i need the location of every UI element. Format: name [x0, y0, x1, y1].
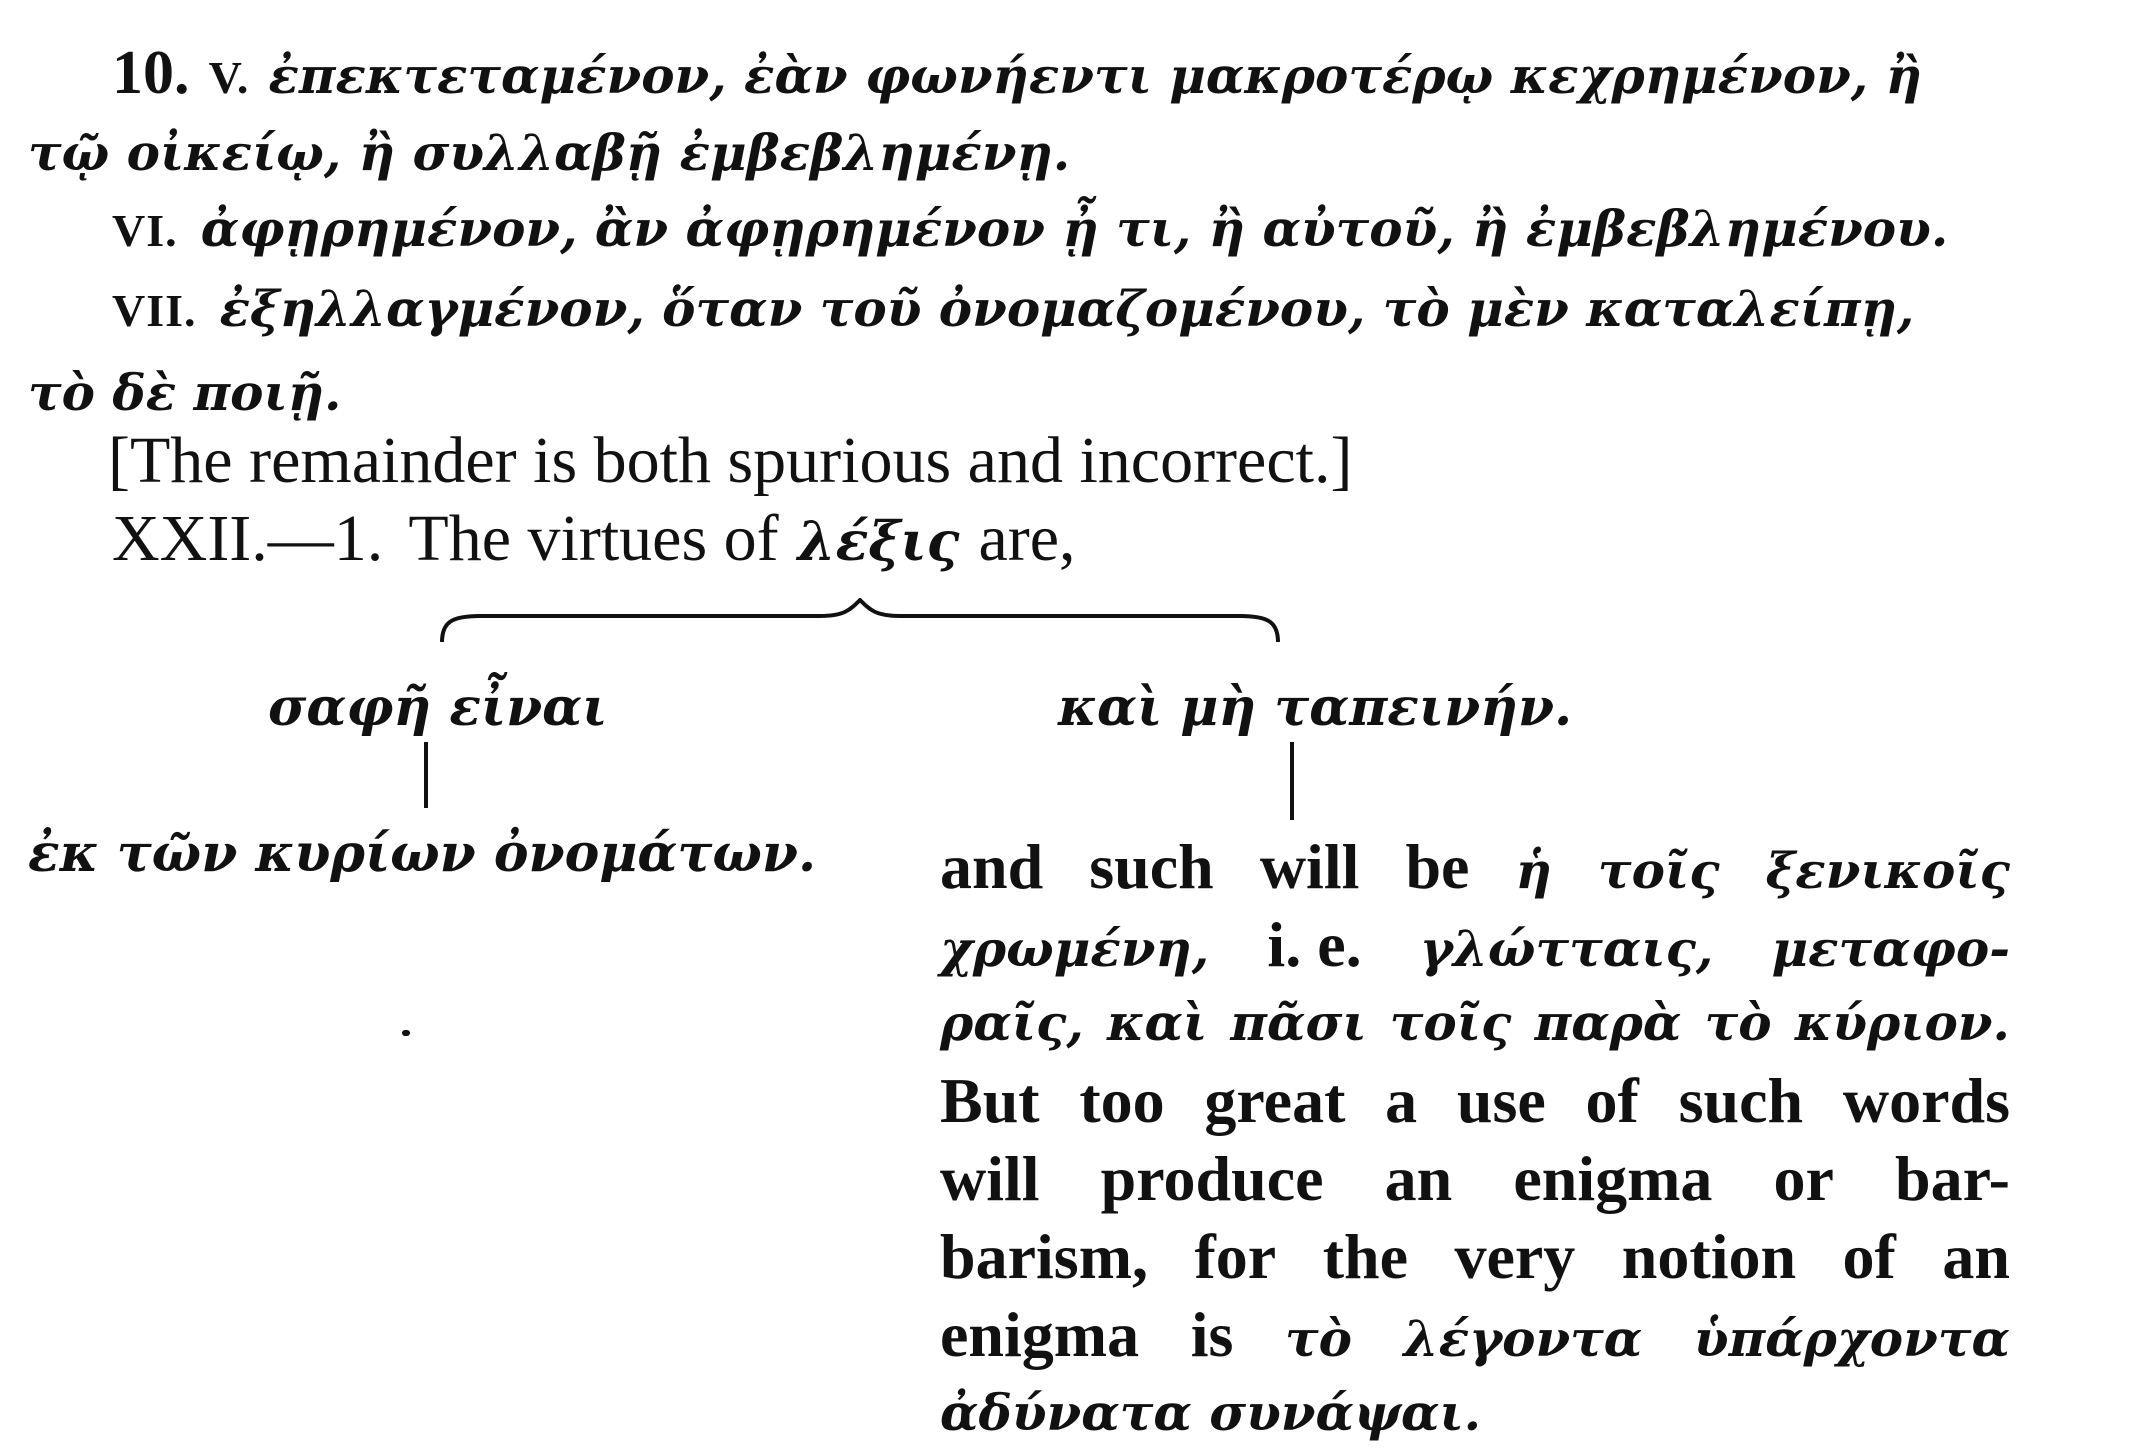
- word: barism,: [940, 1221, 1148, 1292]
- greek-word: λέγοντα: [1403, 1309, 1643, 1368]
- word: such: [1089, 831, 1214, 902]
- greek-text: ἐκ τῶν κυρίων ὀνομάτων.: [28, 823, 817, 884]
- section-heading: [112, 502, 1076, 575]
- word: a: [1385, 1065, 1418, 1136]
- greek-word: γλώτταις,: [1419, 919, 1714, 978]
- explanation-paragraph: [940, 828, 2010, 1452]
- paragraph-line: [940, 1374, 2010, 1452]
- paragraph-line: [940, 1140, 2010, 1218]
- word: an: [1384, 1143, 1453, 1214]
- stray-dot: [402, 1030, 410, 1036]
- line-6: [108, 424, 1353, 497]
- line-4: [112, 279, 1915, 338]
- word: and: [940, 831, 1044, 902]
- diagram-left-sub: [28, 823, 817, 884]
- paragraph-line: [940, 1218, 2010, 1296]
- word: such: [1678, 1065, 1804, 1136]
- greek-word: ὑπάρχοντα: [1693, 1309, 2010, 1368]
- word: the: [1322, 1221, 1408, 1292]
- word: or: [1773, 1143, 1834, 1214]
- greek-word: παρὰ: [1534, 993, 1682, 1052]
- paragraph-line: [940, 984, 2010, 1062]
- word: use: [1456, 1065, 1546, 1136]
- word: words: [1842, 1065, 2010, 1136]
- word: of: [1842, 1221, 1896, 1292]
- paragraph-line: [940, 906, 2010, 984]
- word: is: [1190, 1299, 1234, 1370]
- word: produce: [1100, 1143, 1324, 1214]
- greek-text: ἐξηλλαγμένον, ὅταν τοῦ ὀνομαζομένου, τὸ μὲν καταλείπῃ,: [219, 279, 1915, 338]
- greek-text: ἀφῃρημένον, ἂν ἀφῃρημένον ᾖ τι, ἢ αὐτοῦ, ἢ ἐμβεβλημένου.: [200, 199, 1949, 258]
- word: for: [1194, 1221, 1277, 1292]
- bracketed-note: [The remainder is both spurious and incorrect.]: [108, 424, 1353, 497]
- greek-word: καὶ: [1107, 993, 1208, 1052]
- greek-text: τῷ οἰκείῳ, ἢ συλλαβῇ ἐμβεβλημένῃ.: [28, 123, 1071, 182]
- greek-text: σαφῆ εἶναι: [268, 677, 608, 738]
- greek-word: τοῖς: [1389, 993, 1512, 1052]
- greek-word: τοῖς: [1597, 841, 1720, 900]
- roman-numeral: VI.: [112, 205, 178, 256]
- word: enigma: [1513, 1143, 1713, 1214]
- diagram-left-head: [268, 677, 608, 738]
- greek-text: τὸ δὲ ποιῇ.: [28, 363, 342, 422]
- greek-word: τὸ: [1704, 993, 1772, 1052]
- greek-word: πᾶσι: [1230, 993, 1367, 1052]
- word: be: [1405, 831, 1470, 902]
- section-label: XXII.—1.: [112, 502, 384, 575]
- diagram-right-head: [1058, 677, 1573, 738]
- greek-word: τὸ: [1285, 1309, 1353, 1368]
- greek-word: ξενικοῖς: [1765, 841, 2010, 900]
- line-3: [112, 199, 1949, 258]
- word: bar-: [1895, 1143, 2010, 1214]
- left-connector-line: [424, 742, 428, 808]
- word: great: [1204, 1065, 1346, 1136]
- line-2: [28, 123, 1071, 182]
- roman-numeral: VII.: [112, 285, 197, 336]
- paragraph-line: [940, 828, 2010, 906]
- greek-text: καὶ μὴ ταπεινήν.: [1058, 677, 1573, 738]
- heading-tail: are,: [978, 502, 1076, 575]
- curly-brace: [440, 598, 1280, 644]
- word: will: [940, 1143, 1040, 1214]
- right-connector-line: [1290, 742, 1294, 820]
- word: too: [1079, 1065, 1165, 1136]
- paragraph-line: [940, 1296, 2010, 1374]
- greek-word: μεταφο-: [1771, 919, 2010, 978]
- word: But: [940, 1065, 1040, 1136]
- greek-term: λέξις: [797, 509, 960, 573]
- word: very: [1454, 1221, 1576, 1292]
- word: will: [1259, 831, 1360, 902]
- section-number: 10.: [112, 39, 190, 107]
- greek-word: χρωμένη,: [940, 919, 1210, 978]
- line-5: [28, 363, 342, 422]
- word: an: [1942, 1221, 2010, 1292]
- heading-text: The virtues of: [408, 502, 779, 575]
- paragraph-line: [940, 1062, 2010, 1140]
- word: i. e.: [1267, 909, 1362, 980]
- greek-word: κύριον.: [1794, 993, 2010, 1052]
- roman-numeral: V.: [208, 52, 250, 103]
- greek-word: ραῖς,: [940, 993, 1084, 1052]
- word: enigma: [940, 1299, 1140, 1370]
- greek-word: ἀδύνατα συνάψαι.: [940, 1383, 1482, 1442]
- line-1: [112, 39, 1922, 107]
- greek-word: ἡ: [1515, 841, 1552, 900]
- greek-text: ἐπεκτεταμένον, ἐὰν φωνήεντι μακροτέρῳ κεχρημένον, ἢ: [268, 46, 1922, 105]
- word: of: [1585, 1065, 1639, 1136]
- word: notion: [1621, 1221, 1797, 1292]
